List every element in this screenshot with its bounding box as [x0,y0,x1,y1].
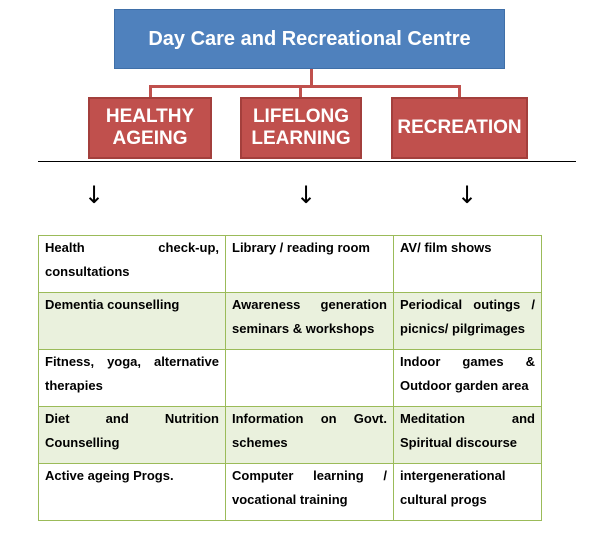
table-cell: Awareness generation seminars & workshops [226,293,394,350]
arrow-down-icon: ↓ [84,181,105,209]
category-line: LEARNING [251,128,351,149]
arrow-down-icon: ↓ [296,181,317,209]
table-cell: Indoor games & Outdoor garden area [394,350,542,407]
category-line: RECREATION [397,117,522,138]
category-line: AGEING [112,128,188,149]
category-line: HEALTHY [105,106,195,127]
title-text: Day Care and Recreational Centre [148,27,471,50]
table-cell: Periodical outings / picnics/ pilgrimages [394,293,542,350]
table-cell [226,350,394,407]
category-recreation [391,97,528,159]
table-cell: Computer learning / vocational training [226,464,394,521]
table-row [39,350,542,407]
table-cell: AV/ film shows [394,236,542,293]
table-row [39,293,542,350]
table-cell: Meditation and Spiritual discourse [394,407,542,464]
table-cell: intergenerational cultural progs [394,464,542,521]
table-cell: Information on Govt. schemes [226,407,394,464]
category-lifelong-learning [240,97,362,159]
connector-bar [149,85,461,88]
table-cell: Health check-up, consultations [39,236,226,293]
table-cell: Fitness, yoga, alternative therapies [39,350,226,407]
connector-trunk [310,69,313,86]
table-row [39,236,542,293]
table-cell: Dementia counselling [39,293,226,350]
divider-line [38,161,576,162]
category-line: LIFELONG [252,106,350,127]
activities-table [38,235,542,521]
category-healthy-ageing [88,97,212,159]
table-row [39,407,542,464]
arrow-down-icon: ↓ [457,181,478,209]
title-box [114,9,505,69]
table-cell: Diet and Nutrition Counselling [39,407,226,464]
table-cell: Active ageing Progs. [39,464,226,521]
table-row [39,464,542,521]
table-cell: Library / reading room [226,236,394,293]
